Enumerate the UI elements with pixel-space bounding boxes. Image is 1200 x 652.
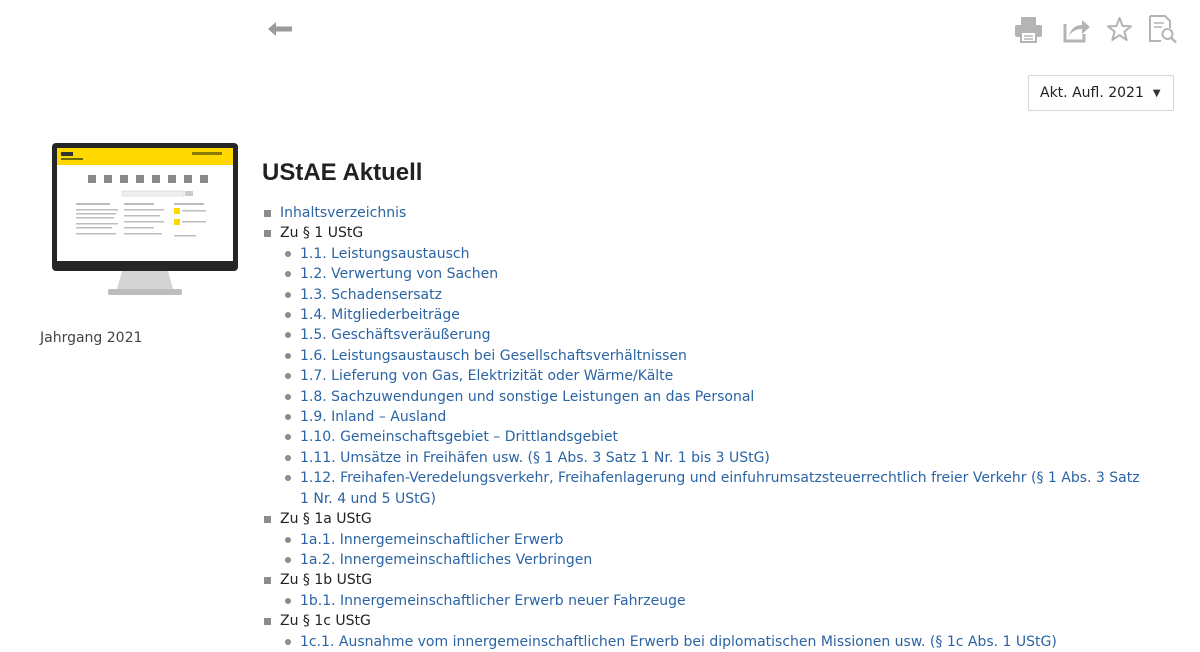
toc-item-link[interactable]: 1c.1. Ausnahme vom innergemeinschaftlichen Erwerb bei diplomatischen Missionen usw. (§ 1c Abs. 1 UStG) xyxy=(300,633,1057,650)
share-icon[interactable] xyxy=(1062,16,1091,43)
toc-item-link[interactable]: 1.9. Inland – Ausland xyxy=(300,409,447,426)
toc-item-link[interactable]: 1.10. Gemeinschaftsgebiet – Drittlandsgebiet xyxy=(300,429,619,446)
toc-item-link[interactable]: 1a.2. Innergemeinschaftliches Verbringen xyxy=(300,551,593,568)
toc-item xyxy=(280,244,1160,264)
toc-item-link[interactable]: 1.2. Verwertung von Sachen xyxy=(300,266,499,283)
toc-item xyxy=(280,285,1160,305)
toc-section xyxy=(260,611,1160,652)
toc-item-link[interactable]: 1.6. Leistungsaustausch bei Gesellschaftsverhältnissen xyxy=(300,347,687,364)
toc-section xyxy=(260,223,1160,509)
toc-item xyxy=(280,550,1160,570)
toc-item xyxy=(280,305,1160,325)
toc-item xyxy=(280,366,1160,386)
toc-section[interactable] xyxy=(260,203,1160,223)
toc-section xyxy=(260,509,1160,570)
toc-item-link[interactable]: 1.11. Umsätze in Freihäfen usw. (§ 1 Abs. 3 Satz 1 Nr. 1 bis 3 UStG) xyxy=(300,449,770,466)
toc-section-heading: Zu § 1c UStG xyxy=(280,613,371,630)
product-monitor-image xyxy=(52,143,238,298)
document-search-icon[interactable] xyxy=(1148,14,1178,44)
toc-item xyxy=(280,632,1160,652)
toc-sublist xyxy=(280,591,1160,611)
toc-item xyxy=(280,407,1160,427)
toc-item-link[interactable]: 1b.1. Innergemeinschaftlicher Erwerb neuer Fahrzeuge xyxy=(300,592,686,609)
toc-section-heading: Zu § 1 UStG xyxy=(280,225,364,242)
toc-item-link[interactable]: 1.7. Lieferung von Gas, Elektrizität oder Wärme/Kälte xyxy=(300,368,674,385)
toc-item xyxy=(280,591,1160,611)
toc-item xyxy=(280,264,1160,284)
toc-item xyxy=(280,530,1160,550)
back-arrow-icon[interactable] xyxy=(266,21,294,37)
toc-item-link[interactable]: 1a.1. Innergemeinschaftlicher Erwerb xyxy=(300,531,564,548)
toc-sublist xyxy=(280,244,1160,509)
toc-section-heading: Zu § 1a UStG xyxy=(280,511,372,528)
toc-item-link[interactable]: 1.5. Geschäftsveräußerung xyxy=(300,327,491,344)
toc-section-link[interactable]: Inhaltsverzeichnis xyxy=(280,205,407,221)
table-of-contents xyxy=(260,203,1160,652)
toc-item xyxy=(280,448,1160,468)
toc-section-heading: Zu § 1b UStG xyxy=(280,572,373,589)
toc-item xyxy=(280,346,1160,366)
toc-item xyxy=(280,427,1160,447)
toc-item-link[interactable]: 1.12. Freihafen-Veredelungsverkehr, Freihafenlagerung und einfuhrumsatzsteuerrechtlich freier Verkehr (§ 1 Abs. 3 Satz 1 Nr. 4 und 5 UStG) xyxy=(300,470,1140,507)
toc-item xyxy=(280,325,1160,345)
main-content xyxy=(260,158,1160,652)
year-label: Jahrgang 2021 xyxy=(40,330,143,346)
star-icon[interactable] xyxy=(1106,16,1133,43)
toc-item xyxy=(280,387,1160,407)
toc-section xyxy=(260,570,1160,611)
page-title: UStAE Aktuell xyxy=(262,159,423,186)
toc-item-link[interactable]: 1.3. Schadensersatz xyxy=(300,286,442,303)
toc-sublist xyxy=(280,632,1160,652)
toc-item xyxy=(280,468,1160,509)
edition-select-value: Akt. Aufl. 2021 xyxy=(1040,85,1144,101)
toc-sublist xyxy=(280,530,1160,571)
printer-icon[interactable] xyxy=(1014,16,1043,43)
edition-select[interactable] xyxy=(1028,75,1174,111)
toc-item-link[interactable]: 1.8. Sachzuwendungen und sonstige Leistungen an das Personal xyxy=(300,388,755,405)
toc-item-link[interactable]: 1.1. Leistungsaustausch xyxy=(300,245,470,262)
dropdown-arrow-icon: ▼ xyxy=(1152,87,1161,99)
toc-item-link[interactable]: 1.4. Mitgliederbeiträge xyxy=(300,307,460,324)
